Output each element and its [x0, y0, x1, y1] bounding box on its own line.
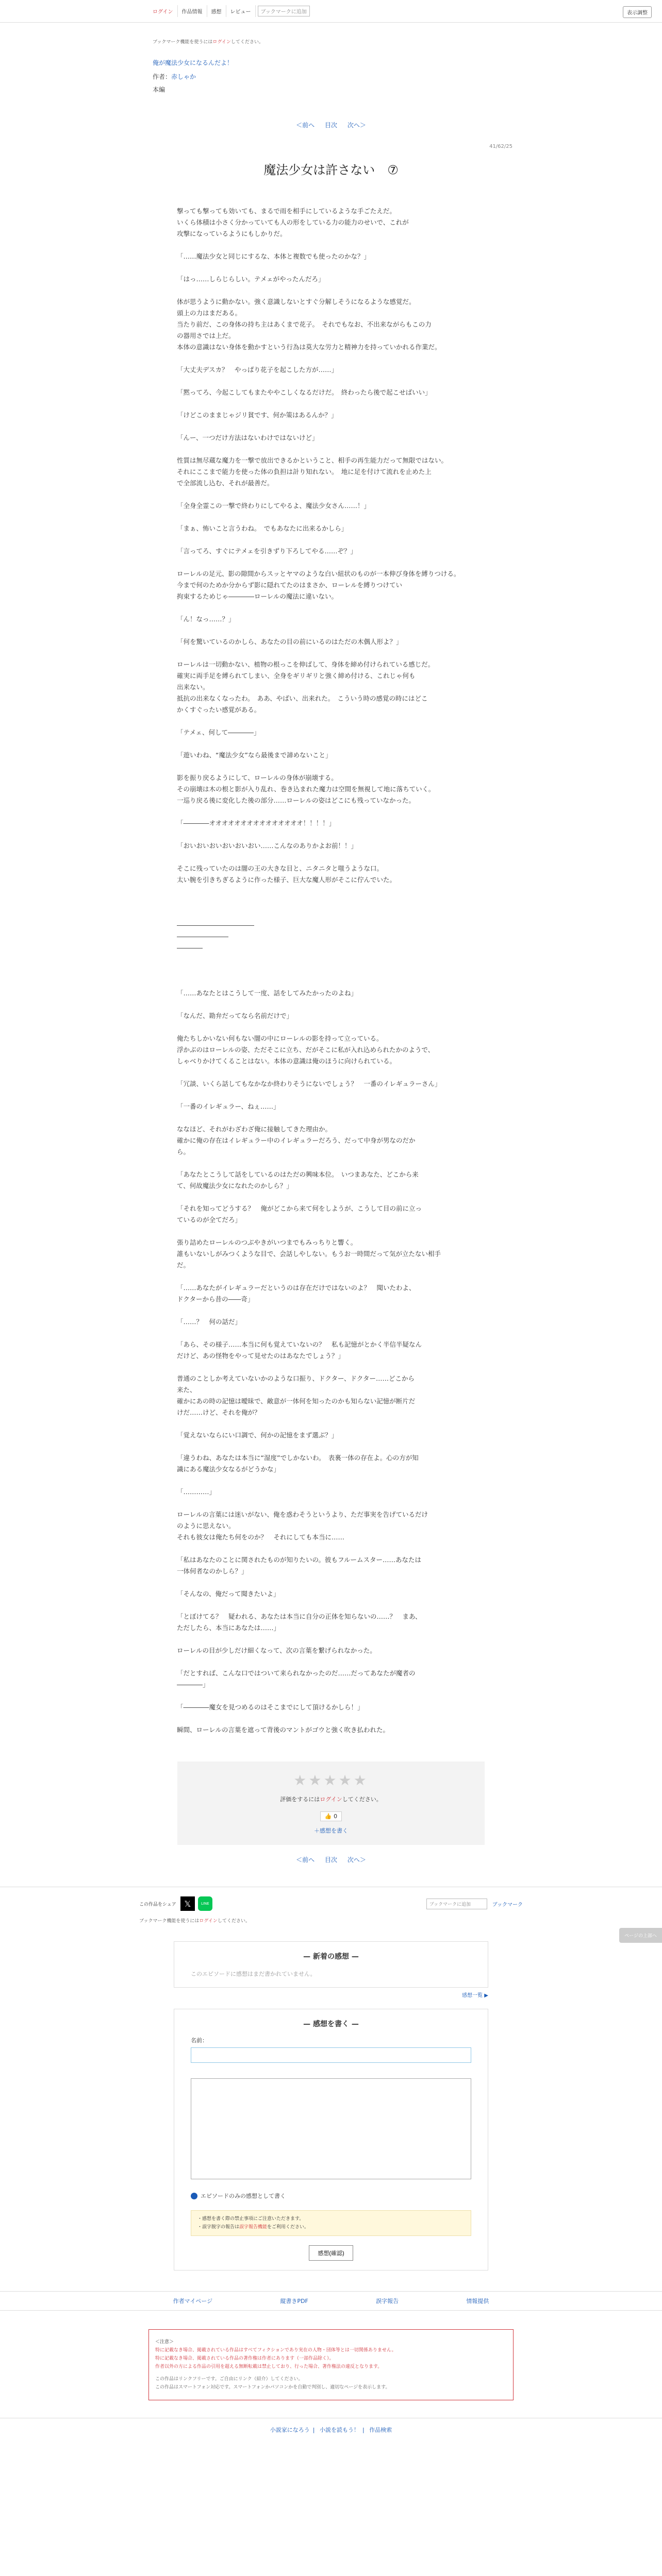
impressions-empty: このエピソードに感想はまだ書かれていません。: [191, 1971, 316, 1977]
body-paragraph: [177, 1577, 488, 1588]
body-paragraph: [177, 1634, 488, 1645]
body-paragraph: ――――――――――――: [177, 921, 254, 929]
body-paragraph: 本体の意識はない身体を動かすという行為は莫大な労力と精神力を持っていかれる作業だ。: [177, 343, 441, 351]
body-paragraph: 「一番のイレギュラー、ねぇ……」: [177, 1103, 280, 1110]
novel-title-link[interactable]: 俺が魔法少女になるんだよ！: [153, 59, 234, 66]
episode-only-checkbox[interactable]: エピソードのみの感想として書く: [191, 2192, 471, 2200]
work-info-link[interactable]: 作品情報: [178, 5, 207, 17]
body-paragraph: 浮かぶのはローレルの姿、ただそこに立ち、だがそこに私が入れ込められたかのようで、: [177, 1046, 435, 1054]
form-warning: ・感想を書く際の禁止事項にご注意いただきます。 ・誤字脱字の報告は誤字報告機能をご利用ください。: [191, 2210, 471, 2236]
impressions-list-link[interactable]: 感想一覧 ▶: [462, 1993, 488, 1998]
prev-link[interactable]: ＜前へ: [296, 122, 315, 129]
vertical-pdf-link[interactable]: 縦書きPDF: [280, 2298, 308, 2304]
write-impression-link[interactable]: ＋感想を書く: [314, 1827, 348, 1834]
body-paragraph: 「だとすれば、こんな口ではついて来られなかったのだ……だってあなたが魔者の: [177, 1669, 416, 1677]
thumbs-up-icon: 👍: [324, 1813, 332, 1820]
body-paragraph: [177, 738, 488, 750]
body-paragraph: 「大丈夫デスカ？ やっぱり花子を起こした方が……」: [177, 366, 338, 374]
body-paragraph: 「違うわね、あなたは本当に“湿度”でしかないわ。 表裏一体の存在よ。心の方が知: [177, 1454, 419, 1462]
bookmark-add-button[interactable]: ブックマークに追加: [258, 6, 310, 16]
body-paragraph: 「…………」: [177, 1488, 216, 1496]
notice2-login-link[interactable]: ログイン: [199, 1919, 218, 1924]
body-paragraph: そこに残っていたのは闇の王の大きな目と、ニタニタと嗤うような口。: [177, 865, 384, 872]
body-paragraph: [177, 1112, 488, 1124]
body-paragraph: 「なんだ、勘弁だってなら名前だけで」: [177, 1012, 293, 1020]
body-paragraph: 拘束するためじゃ――――ローレルの魔法に違いない。: [177, 592, 338, 600]
body-paragraph: 体が思うように動かない。強く意識しないとすぐ分解しそうになるような感覚だ。: [177, 298, 416, 306]
body-paragraph: [177, 648, 488, 659]
rating-stars[interactable]: ★★★★★: [293, 1772, 369, 1789]
checkbox-checked-icon: [191, 2193, 197, 2199]
bottom-pager: [0, 1855, 662, 1864]
novel-body: [0, 206, 662, 1736]
like-count: 0: [334, 1813, 338, 1820]
body-paragraph: ローレルの足元、影の隙間からスッとヤマのような白い紐状のものが一本伸び身体を縛りつける。: [177, 570, 460, 578]
body-paragraph: [177, 376, 488, 387]
body-paragraph: の器用さでは上だ。: [177, 332, 235, 340]
body-paragraph: 普通のことしか考えていないかのような口振り、ドクター、ドクター……どこから: [177, 1375, 415, 1382]
body-paragraph: 俺たちしかいない何もない闇の中にローレルの影を持って立っている。: [177, 1035, 383, 1042]
body-paragraph: 「覚えないならにい口調で、何かの記憶をまず選ぶ？」: [177, 1431, 338, 1439]
body-paragraph: [177, 1022, 488, 1033]
body-paragraph: その崩壊は木の根と影が入り乱れ、巻き込まれた魔力は空間を無視して地に落ちていく。: [177, 785, 435, 793]
prev-link-bottom[interactable]: ＜前へ: [296, 1856, 315, 1863]
body-paragraph: 「はっ……しらじらしい。テメェがやったんだろ」: [177, 275, 325, 283]
body-paragraph: 誰もいないしがみつくような目で、会話しやしない。もうお一時間だって気が立たない相手: [177, 1250, 441, 1258]
page-number: 41/62/25: [489, 144, 512, 149]
body-paragraph: 「それを知ってどうする？ 俺がどこから来て何をしようが、こうして目の前に立っ: [177, 1205, 422, 1212]
review-link[interactable]: レビュー: [226, 5, 256, 17]
body-paragraph: 「言ってろ、すぐにテメェを引きずり下ろしてやる……ぞ？」: [177, 547, 357, 555]
body-paragraph: かくすぐったい感覚がある。: [177, 706, 261, 714]
body-paragraph: 「そんなの、俺だって聞きたいよ」: [177, 1590, 280, 1598]
body-paragraph: 撃っても撃っても効いても、まるで雨を相手にしているような手ごたえだ。: [177, 207, 396, 215]
body-paragraph: [177, 602, 488, 614]
x-share-icon[interactable]: 𝕏: [180, 1896, 195, 1911]
body-paragraph: [177, 976, 488, 988]
body-paragraph: [177, 954, 488, 965]
body-paragraph: [177, 1067, 488, 1078]
name-input[interactable]: [191, 2047, 471, 2063]
impression-textarea[interactable]: [191, 2078, 471, 2179]
top-pager: [0, 121, 662, 129]
body-paragraph: ななほど、それがわざわざ俺に接触してきた理由か。: [177, 1125, 332, 1133]
typo-report-footer-link[interactable]: 誤字報告: [376, 2298, 399, 2304]
body-paragraph: 一巡り戻る後に変化した後の部分……ローレルの姿はどこにも残っていなかった。: [177, 796, 415, 804]
toc-link-bottom[interactable]: 目次: [324, 1856, 337, 1863]
body-paragraph: [177, 1656, 488, 1668]
body-paragraph: 「……あなたとはこうして一度、話をしてみたかったのよね」: [177, 989, 358, 997]
footer-links: [0, 2291, 662, 2311]
body-paragraph: 今まで何のためか分からず影に隠れてたのはまさか、ローレルを縛りつけてい: [177, 581, 402, 589]
body-paragraph: 「黙ってろ、今起こしてもまたややこしくなるだけだ。 終わったら後で起こせばいい」: [177, 388, 432, 396]
body-paragraph: 太い腕を引きちぎるように作った様子、巨大な魔人形がそこに佇んでいた。: [177, 876, 396, 884]
name-label: 名前：: [191, 2037, 208, 2044]
body-paragraph: 「おいおいおいおいおいおい……こんなのありかよお前！！」: [177, 842, 358, 850]
body-paragraph: 「けどこのままじゃジリ貧です、何か策はあるんか？」: [177, 411, 338, 419]
body-paragraph: 識にある魔法少女なるがどうかな」: [177, 1465, 280, 1473]
body-paragraph: [177, 1543, 488, 1554]
body-paragraph: で全部流し込む、それが最善だ。: [177, 479, 274, 487]
bookmark-button[interactable]: ブックマーク: [492, 1902, 523, 1908]
author-mypage-link[interactable]: 作者マイページ: [173, 2298, 213, 2304]
form-title: — 感想を書く —: [303, 2020, 359, 2028]
line-share-icon[interactable]: LINE: [198, 1896, 212, 1911]
share-bar: [0, 1887, 662, 1911]
body-paragraph: [177, 285, 488, 296]
body-paragraph: 確実に両手足を縛られてしまい、全身をギリギリと強く締め付ける、これじゃ何も: [177, 672, 416, 680]
body-paragraph: 「あなたとこうして話をしているのはただの興味本位。 いつまあなた、どこから来: [177, 1171, 419, 1178]
body-paragraph: [177, 1690, 488, 1702]
bookmark-notice: ブックマーク機能を使うにはログインしてください。: [153, 40, 263, 45]
plus-icon: ＋: [314, 1827, 320, 1834]
body-paragraph: 影を振り戻るようにして、ローレルの身体が崩壊する。: [177, 774, 338, 782]
body-paragraph: [177, 1362, 488, 1373]
body-paragraph: ローレルの目が少しだけ細くなって、次の言葉を繋げられなかった。: [177, 1647, 376, 1654]
body-paragraph: ドクターから昔の――奇」: [177, 1295, 254, 1303]
body-paragraph: それも彼女は俺たち何をのか？ それにしても本当に……: [177, 1533, 345, 1541]
body-paragraph: 当たり前だ、この身体の持ち主はあくまで花子。 それでもなお、不出来ながらもこの力: [177, 320, 432, 328]
bottom-nav: 小説家になろう | 小説を読もう！ | 作品検索: [0, 2418, 662, 2434]
body-paragraph: [177, 512, 488, 523]
body-paragraph: て、何故魔法少女になれたのかしら？」: [177, 1182, 293, 1190]
typo-report-link[interactable]: 誤字報告機能: [239, 2225, 268, 2230]
next-link[interactable]: 次へ＞: [347, 122, 366, 129]
bookmark-add-button-2[interactable]: ブックマークに追加: [426, 1899, 487, 1909]
body-paragraph: [177, 1475, 488, 1486]
share-label: この作品をシェア: [139, 1902, 176, 1907]
body-paragraph: 攻撃になっているようにもしかりだ。: [177, 230, 287, 238]
body-paragraph: ローレルの言葉には迷いがない、俺を惑わそうというより、ただ事実を告げているだけ: [177, 1511, 428, 1518]
body-paragraph: だ。: [177, 1261, 190, 1269]
body-paragraph: [177, 1441, 488, 1452]
body-paragraph: [177, 999, 488, 1010]
body-paragraph: [177, 1192, 488, 1203]
body-paragraph: ――――」: [177, 1681, 209, 1688]
body-paragraph: しゃべりかけてくることはない。本体の意識は俺のほうに向けられている。: [177, 1057, 396, 1065]
body-paragraph: 「――――魔女を見つめるのはそこまでにして頂けるかしら！」: [177, 1703, 364, 1711]
body-paragraph: ただしたら、本当にあなたは……」: [177, 1624, 280, 1632]
body-paragraph: ――――――――: [177, 933, 228, 940]
info-provide-link[interactable]: 情報提供: [466, 2298, 489, 2304]
body-paragraph: [177, 1271, 488, 1282]
narou-link[interactable]: 小説家になろう: [270, 2427, 310, 2433]
body-paragraph: 「……？ 何の話だ」: [177, 1318, 242, 1326]
evaluation-notice: 評価をするにはログインしてください。: [280, 1796, 382, 1803]
body-paragraph: 「全身全霊この一撃で終わりにしてやるよ、魔法少女さん……！」: [177, 502, 371, 510]
body-paragraph: [177, 1090, 488, 1101]
body-paragraph: いくら体積は小さく分かっていても人の形をしている力の能力のせいで、これが: [177, 218, 409, 226]
top-bar: [0, 0, 662, 23]
body-paragraph: 一体何者なのかしら？」: [177, 1567, 248, 1575]
body-paragraph: [177, 398, 488, 410]
body-paragraph: それにここまで能力を使った体の負担は計り知れない。 地に足を付けて流れを止めた上: [177, 468, 432, 476]
body-paragraph: [177, 852, 488, 863]
body-paragraph: [177, 761, 488, 772]
new-impressions-box: [174, 1941, 488, 1988]
impressions-link[interactable]: 感想: [207, 5, 226, 17]
body-paragraph: 「――――オオオオオオオオオオオオオオオ！！！！」: [177, 819, 336, 827]
body-paragraph: 「んー、一つだけ方法はないわけではないけど」: [177, 434, 319, 442]
body-paragraph: [177, 716, 488, 727]
body-paragraph: [177, 240, 488, 251]
body-paragraph: [177, 886, 488, 897]
evaluation-box: [177, 1761, 485, 1845]
body-paragraph: 出来ない。: [177, 683, 209, 691]
body-paragraph: 抵抗の出来なくなったわ。 ああ、やばい、出来れた。 こういう時の感覚の時にはどこ: [177, 694, 428, 702]
new-impressions-title: — 新着の感想 —: [303, 1953, 359, 1961]
body-paragraph: ――――: [177, 944, 203, 952]
body-paragraph: [177, 1498, 488, 1509]
body-paragraph: 頭上の力はまだある。: [177, 309, 242, 317]
body-paragraph: 「あら、その様子……本当に何も覚えていないの？ 私も記憶がとかく半信半疑なん: [177, 1341, 422, 1348]
body-paragraph: ローレルは一切動かない、植物の根っこを伸ばして、身体を締め付けられている感じだ。: [177, 660, 435, 668]
search-link[interactable]: 作品検索: [369, 2427, 392, 2433]
body-paragraph: だけど、あの怪物をやって見せたのはあなたでしょう？」: [177, 1352, 345, 1360]
toc-link[interactable]: 目次: [324, 122, 337, 129]
body-paragraph: [177, 806, 488, 818]
eval-login-link[interactable]: ログイン: [320, 1796, 342, 1803]
yomou-link[interactable]: 小説を読もう！: [320, 2427, 359, 2433]
body-paragraph: 「私はあなたのことに関されたものが知りたいの。彼もフルームスター……あなたは: [177, 1556, 422, 1564]
body-paragraph: 来た、: [177, 1386, 196, 1394]
bookmark-notice-2: ブックマーク機能を使うにはログインしてください。: [139, 1919, 250, 1924]
body-paragraph: [177, 1328, 488, 1339]
body-paragraph: [177, 1226, 488, 1237]
body-paragraph: [177, 557, 488, 568]
body-paragraph: 瞬間、ローレルの言葉を遮って背後のマントがゴウと強く吹き払われた。: [177, 1726, 389, 1734]
author-link[interactable]: 赤しゃか: [171, 73, 196, 80]
body-paragraph: [177, 625, 488, 636]
body-paragraph: [177, 421, 488, 432]
body-paragraph: 「……あなたがイレギュラーだというのは存在だけではないのよ？ 聞いたわよ、: [177, 1284, 416, 1292]
body-paragraph: 「とぼけてる？ 疑われる、あなたは本当に自分の正体を知らないの……？ まあ、: [177, 1613, 422, 1620]
body-paragraph: [177, 829, 488, 840]
body-paragraph: [177, 1305, 488, 1316]
body-paragraph: [177, 1713, 488, 1724]
body-paragraph: [177, 534, 488, 546]
body-paragraph: 「まぁ、怖いこと言うわね。 でもあなたに出来るかしら」: [177, 524, 348, 532]
body-paragraph: 「何を驚いているのかしら、あなたの目の前にいるのはただの木偶人形よ？」: [177, 638, 403, 646]
display-settings-button[interactable]: 表示調整: [623, 6, 652, 18]
body-paragraph: 「テメェ、何して――――」: [177, 728, 260, 736]
novel-author: 作者：赤しゃか: [153, 73, 196, 80]
body-paragraph: [177, 262, 488, 274]
body-paragraph: のように思えない。: [177, 1522, 235, 1530]
body-paragraph: けだ……けど、それを俺が？: [177, 1409, 261, 1416]
write-impression-form: [174, 2009, 488, 2270]
like-button[interactable]: [320, 1811, 342, 1821]
body-paragraph: ているのが全てだろ」: [177, 1216, 242, 1224]
next-link-bottom[interactable]: 次へ＞: [347, 1856, 366, 1863]
body-paragraph: [177, 965, 488, 976]
body-paragraph: [177, 1600, 488, 1611]
body-paragraph: [177, 1158, 488, 1169]
login-link[interactable]: ログイン: [148, 5, 178, 17]
notice-login-link[interactable]: ログイン: [212, 40, 231, 45]
body-paragraph: [177, 353, 488, 364]
body-paragraph: 確かにあの時の記憶は曖昧で、敵意が一体何を知ったのかも知らない記憶が断片だ: [177, 1397, 416, 1405]
body-paragraph: 確かに俺の存在はイレギュラー中のイレギュラーだろう、だって中身が男なのだか: [177, 1137, 416, 1144]
body-paragraph: [177, 908, 488, 920]
body-paragraph: 「ん！なっ……？」: [177, 615, 235, 623]
body-paragraph: [177, 444, 488, 455]
body-paragraph: 「……魔法少女と同じにするな、本体と複数でも使ったのかな？」: [177, 252, 371, 260]
body-paragraph: 「遊いわね、“魔法少女”なら最後まで諦めないこと」: [177, 751, 332, 759]
body-paragraph: [177, 897, 488, 908]
body-paragraph: 「冗談、いくら話してもなかなか終わりそうにないでしょう？ 一番のイレギュラーさん」: [177, 1080, 441, 1088]
caution-box: ＜注意＞ 特に記載なき場合、掲載されている作品はすべてフィクションであり実在の人物・団体等とは一切関係ありません。 特に記載なき場合、掲載されている作品の著作権は作者にあります（一部作品除く）。 作者以外の方による作品の引用を超える無断転載は禁止しており、行った場合、著作権法の違反となります。 この作品はリンクフリーです。ご自由にリンク（紹介）してください。 この作品はスマートフォン対応です。スマートフォンかパソコンかを自動で判別し、適切なページを表示します。: [148, 2329, 514, 2400]
body-paragraph: ら。: [177, 1148, 190, 1156]
page-top-button[interactable]: ページの上部へ: [619, 1928, 662, 1943]
chapter-title: 魔法少女は許さない ⑦: [263, 163, 399, 177]
body-paragraph: [177, 489, 488, 500]
header-menu: [148, 5, 256, 17]
body-paragraph: [177, 1418, 488, 1430]
submit-button[interactable]: 感想(確認): [309, 2245, 353, 2261]
body-paragraph: 張り詰めたローレルのつぶやきがいつまでもみっちりと響く。: [177, 1239, 357, 1246]
novel-status: 本編: [153, 86, 166, 93]
body-paragraph: 性質は無尽蔵な魔力を一撃で放出できるかということ、相手の再生能力だって無限ではない。: [177, 456, 448, 464]
